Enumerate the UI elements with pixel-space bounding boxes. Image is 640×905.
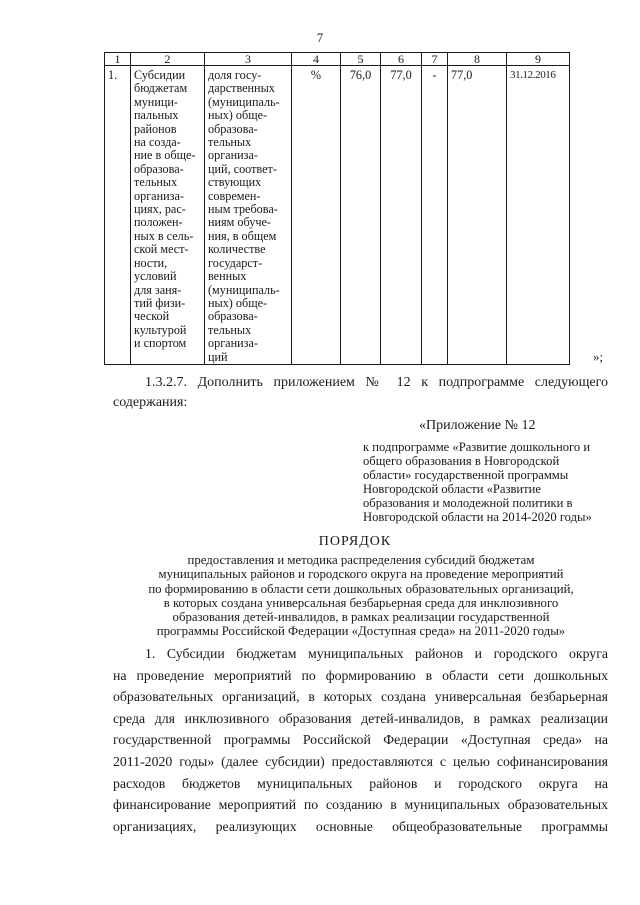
paragraph-line: финансирование мероприятий по созданию в муниципальных образовательных [113, 797, 608, 813]
amendment-paragraph: 1.3.2.7. Дополнить приложением № 12 к подпрограмме следующего содержания: [113, 375, 608, 410]
text-line: дарственных [208, 81, 275, 96]
text-line: ций [208, 349, 228, 364]
text-line: условий [134, 269, 177, 284]
page-number: 7 [316, 30, 324, 45]
text-line: культурой [134, 322, 187, 337]
text-line: (муниципаль- [208, 282, 280, 297]
text-line: организа- [208, 336, 258, 351]
paragraph-line: образовательных организаций, в которых создана универсальная безбарьерная [113, 689, 608, 705]
paragraph-line: расходов бюджетов муниципальных районов и городского округа на [113, 775, 608, 791]
appendix-title: «Приложение № 12 [419, 418, 536, 433]
text-line: (муниципаль- [208, 94, 280, 109]
table-header-row [105, 53, 570, 66]
text-line: ных в сель- [134, 228, 194, 243]
text-line: пальных [134, 108, 179, 123]
table-closing-quote: »; [593, 349, 604, 364]
row-name-cell [131, 66, 205, 365]
text-line: образова- [208, 121, 258, 136]
text-line: ческой [134, 309, 170, 324]
text-line: ности, [134, 255, 168, 270]
text-line: ния, в общем [208, 228, 277, 243]
text-line: по формированию в области сети дошкольных образовательных организаций, [148, 581, 574, 596]
text-line: доля госу- [208, 68, 262, 82]
text-line: положен- [134, 215, 183, 230]
text-line: муниципальных районов и городского округа на проведение мероприятий [158, 567, 564, 582]
text-line: муници- [134, 94, 178, 109]
paragraph-line: организациях, реализующих основные общеобразовательные программы [113, 818, 608, 834]
text-line: предоставления и методика распределения субсидий бюджетам [187, 553, 535, 567]
header-cell: 5 [341, 53, 381, 66]
text-line: на созда- [134, 135, 181, 150]
text-line: организа- [208, 148, 258, 163]
text-line: организа- [134, 188, 184, 203]
paragraph-line: среда для инклюзивного образования детей-инвалидов, в рамках реализации [113, 710, 608, 726]
paragraph-line: на проведение мероприятий по формированию в области сети дошкольных [113, 667, 608, 683]
text-line: количестве [208, 242, 266, 257]
text-line: современ- [208, 188, 261, 203]
text-line: тий физи- [134, 295, 186, 310]
text-line: и спортом [134, 336, 187, 351]
text-line: тельных [134, 175, 178, 190]
text-line: тельных [208, 135, 252, 150]
row-indicator-cell [205, 66, 292, 365]
row-unit: % [292, 66, 341, 365]
row-date: 31.12.2016 [507, 66, 570, 365]
text-line: образова- [134, 161, 184, 176]
header-cell: 7 [422, 53, 448, 66]
row-value-7: - [422, 66, 448, 365]
header-cell: 8 [448, 53, 507, 66]
indicators-table [104, 52, 570, 365]
text-line: тельных [208, 322, 252, 337]
text-line: ных) обще- [208, 295, 268, 310]
text-line: венных [208, 269, 247, 284]
text-line: ным требова- [208, 202, 278, 217]
text-line: Субсидии [134, 68, 186, 82]
text-line: ние в обще- [134, 148, 196, 163]
document-title: ПОРЯДОК [318, 534, 392, 549]
header-cell: 9 [507, 53, 570, 66]
header-cell: 1 [105, 53, 131, 66]
text-line: ской мест- [134, 242, 189, 257]
row-value-5: 76,0 [341, 66, 381, 365]
text-line: в которых создана универсальная безбарьерная среда для инклюзивного [163, 595, 559, 610]
text-line: ниям обуче- [208, 215, 271, 230]
text-line: бюджетам [134, 81, 188, 96]
appendix-reference: к подпрограмме «Развитие дошкольного и общего образования в Новгородской области» государственной программы Новгородской области «Развитие образования и молодежной политики в Новгородской области на 2014-2020 годы» [363, 440, 592, 524]
text-line: районов [134, 121, 177, 136]
header-cell: 6 [381, 53, 422, 66]
table-row [105, 66, 570, 365]
header-cell: 4 [292, 53, 341, 66]
document-subtitle [114, 553, 608, 639]
row-value-6: 77,0 [381, 66, 422, 365]
row-number: 1. [105, 66, 131, 365]
body-paragraph [113, 643, 608, 837]
text-line: образования детей-инвалидов, в рамках реализации государственной [172, 610, 550, 625]
paragraph-line: 1. Субсидии бюджетам муниципальных районов и городского округа [145, 646, 608, 661]
text-line: образова- [208, 309, 258, 324]
text-line: для заня- [134, 282, 182, 297]
text-line: ций, соответ- [208, 161, 277, 176]
text-line: государст- [208, 255, 263, 270]
text-line: программы Российской Федерации «Доступная среда» на 2011-2020 годы» [156, 624, 566, 639]
header-cell: 3 [205, 53, 292, 66]
text-line: циях, рас- [134, 202, 186, 217]
header-cell: 2 [131, 53, 205, 66]
row-value-8: 77,0 [448, 66, 507, 365]
text-line: ных) обще- [208, 108, 268, 123]
paragraph-line: государственной программы Российской Федерации «Доступная среда» на [113, 732, 608, 748]
paragraph-line: 2011-2020 годы» (далее субсидии) предоставляются с целью софинансирования [113, 753, 608, 769]
text-line: ствующих [208, 175, 262, 190]
